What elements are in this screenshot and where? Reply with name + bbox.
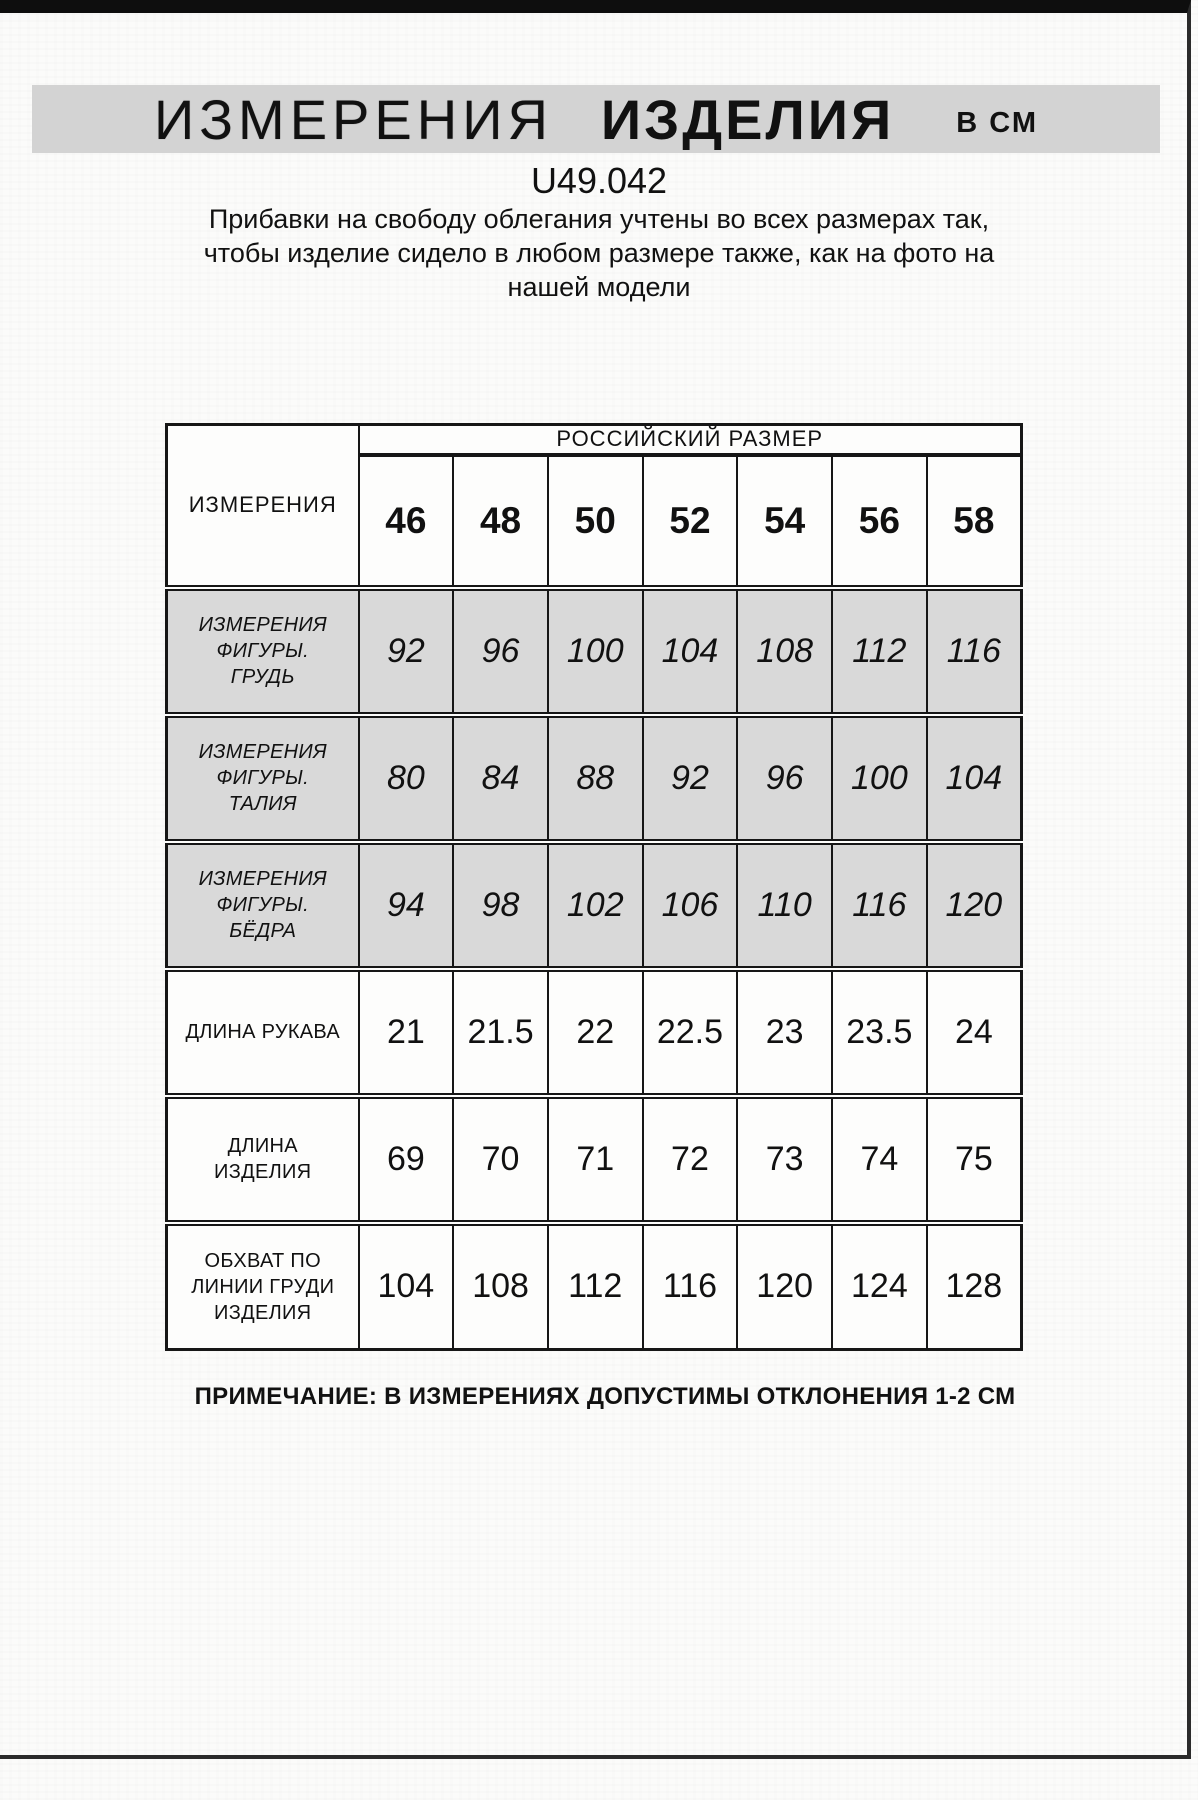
- size-cell: 58: [927, 455, 1022, 588]
- size-cell: 48: [453, 455, 548, 588]
- title-word-izdeliya: ИЗДЕЛИЯ: [600, 87, 895, 151]
- value-cell: 84: [453, 715, 548, 842]
- row-label: ИЗМЕРЕНИЯ ФИГУРЫ. ТАЛИЯ: [167, 715, 359, 842]
- table-row-item-length: [167, 1096, 1022, 1223]
- russian-size-header-cell: РОССИЙСКИЙ РАЗМЕР: [359, 425, 1022, 455]
- value-cell: 94: [359, 842, 454, 969]
- row-label: ДЛИНА РУКАВА: [167, 969, 359, 1096]
- value-cell: 71: [548, 1096, 643, 1223]
- group-header-row: [167, 425, 1022, 455]
- title-banner: [32, 85, 1160, 153]
- value-cell: 88: [548, 715, 643, 842]
- title-unit-cm: В СМ: [956, 106, 1038, 139]
- value-cell: 72: [643, 1096, 738, 1223]
- value-cell: 73: [737, 1096, 832, 1223]
- value-cell: 124: [832, 1223, 927, 1350]
- value-cell: 23.5: [832, 969, 927, 1096]
- value-cell: 112: [832, 588, 927, 715]
- value-cell: 22: [548, 969, 643, 1096]
- value-cell: 80: [359, 715, 454, 842]
- value-cell: 104: [927, 715, 1022, 842]
- corner-header-cell: ИЗМЕРЕНИЯ: [167, 425, 359, 588]
- value-cell: 100: [832, 715, 927, 842]
- size-cell: 50: [548, 455, 643, 588]
- value-cell: 100: [548, 588, 643, 715]
- table-row-figure-chest: [167, 588, 1022, 715]
- article-number: U49.042: [530, 160, 668, 201]
- size-cell: 56: [832, 455, 927, 588]
- tolerance-note: ПРИМЕЧАНИЕ: В ИЗМЕРЕНИЯХ ДОПУСТИМЫ ОТКЛОНЕНИЯ 1-2 СМ: [194, 1383, 1016, 1410]
- value-cell: 104: [359, 1223, 454, 1350]
- value-cell: 112: [548, 1223, 643, 1350]
- value-cell: 24: [927, 969, 1022, 1096]
- table-row-chest-girth-item: [167, 1223, 1022, 1350]
- value-cell: 23: [737, 969, 832, 1096]
- row-label: ДЛИНА ИЗДЕЛИЯ: [167, 1096, 359, 1223]
- value-cell: 92: [643, 715, 738, 842]
- size-cell: 46: [359, 455, 454, 588]
- value-cell: 21.5: [453, 969, 548, 1096]
- value-cell: 128: [927, 1223, 1022, 1350]
- value-cell: 92: [359, 588, 454, 715]
- value-cell: 96: [737, 715, 832, 842]
- value-cell: 108: [453, 1223, 548, 1350]
- value-cell: 104: [643, 588, 738, 715]
- table-row-sleeve-length: [167, 969, 1022, 1096]
- row-label: ОБХВАТ ПО ЛИНИИ ГРУДИ ИЗДЕЛИЯ: [167, 1223, 359, 1350]
- value-cell: 116: [643, 1223, 738, 1350]
- value-cell: 70: [453, 1096, 548, 1223]
- value-cell: 106: [643, 842, 738, 969]
- value-cell: 22.5: [643, 969, 738, 1096]
- title-word-izmereniya: ИЗМЕРЕНИЯ: [153, 87, 553, 151]
- value-cell: 21: [359, 969, 454, 1096]
- value-cell: 98: [453, 842, 548, 969]
- fit-description-line-3: нашей модели: [507, 272, 691, 302]
- table-row-figure-hips: [167, 842, 1022, 969]
- value-cell: 116: [832, 842, 927, 969]
- value-cell: 74: [832, 1096, 927, 1223]
- row-label: ИЗМЕРЕНИЯ ФИГУРЫ. БЁДРА: [167, 842, 359, 969]
- row-label: ИЗМЕРЕНИЯ ФИГУРЫ. ГРУДЬ: [167, 588, 359, 715]
- value-cell: 96: [453, 588, 548, 715]
- fit-description-line-1: Прибавки на свободу облегания учтены во всех размерах так,: [208, 204, 990, 234]
- value-cell: 110: [737, 842, 832, 969]
- value-cell: 116: [927, 588, 1022, 715]
- size-cell: 52: [643, 455, 738, 588]
- fit-description-line-2: чтобы изделие сидело в любом размере также, как на фото на: [203, 238, 995, 268]
- value-cell: 102: [548, 842, 643, 969]
- size-chart-table: [165, 423, 1023, 1351]
- fit-description: [0, 202, 1198, 304]
- size-cell: 54: [737, 455, 832, 588]
- value-cell: 108: [737, 588, 832, 715]
- value-cell: 75: [927, 1096, 1022, 1223]
- value-cell: 120: [927, 842, 1022, 969]
- table-row-figure-waist: [167, 715, 1022, 842]
- value-cell: 69: [359, 1096, 454, 1223]
- value-cell: 120: [737, 1223, 832, 1350]
